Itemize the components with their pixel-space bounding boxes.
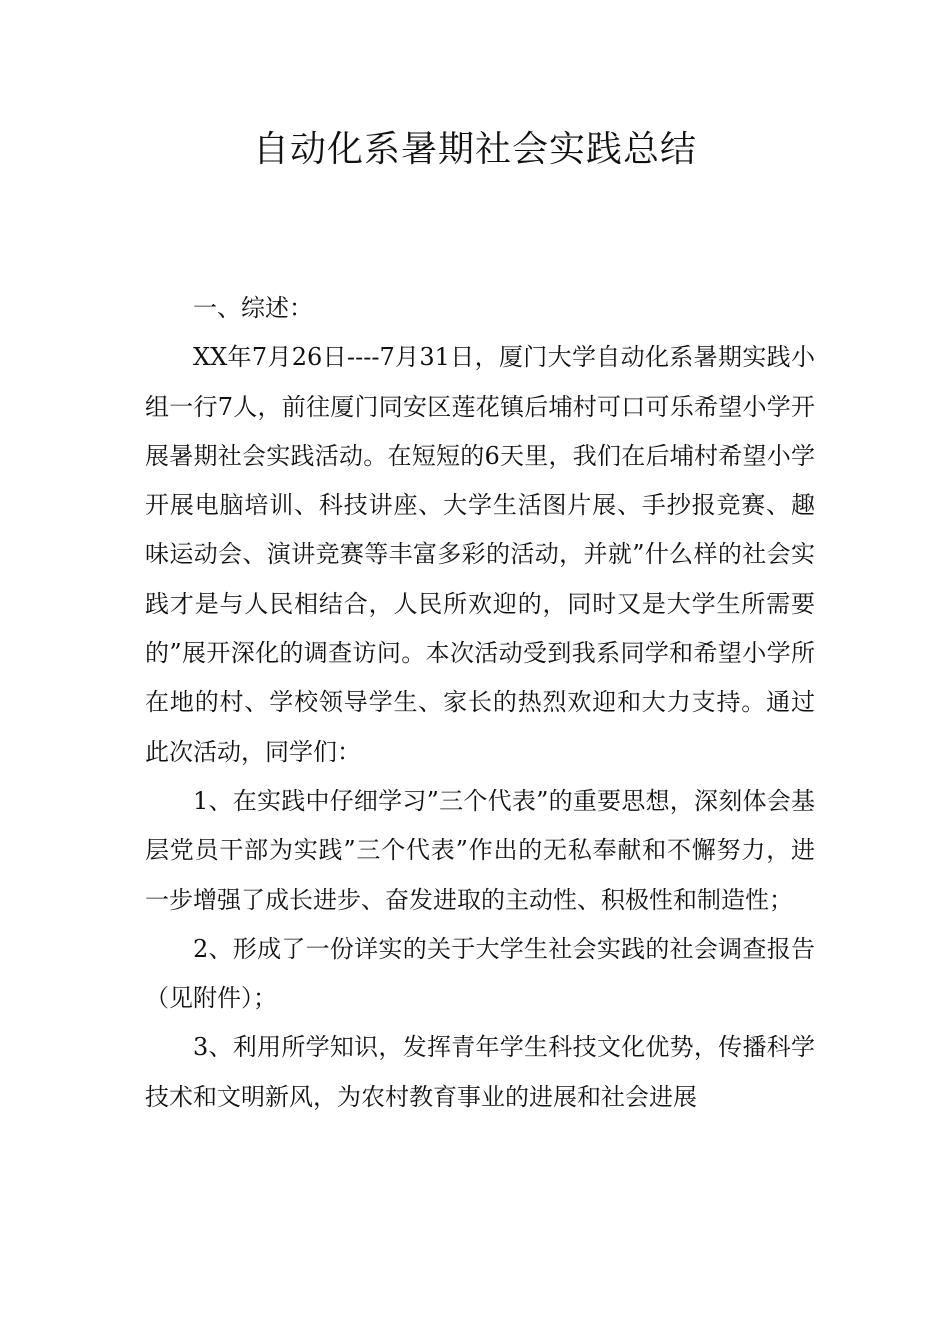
paragraph-point-3: 3、利用所学知识，发挥青年学生科技文化优势，传播科学技术和文明新风，为农村教育事业的进展和社会进展 [145,1033,815,1111]
paragraph-activity-summary: XX年7月26日----7月31日，厦门大学自动化系暑期实践小组一行7人，前往厦门同安区莲花镇后埔村可口可乐希望小学开展暑期社会实践活动。在短短的6天里，我们在后埔村希望小学开展电脑培训、科技讲座、大学生活图片展、手抄报竞赛、趣味运动会、演讲竞赛等丰富多彩的活动，并就”什么样的社会实践才是与人民相结合，人民所欢迎的，同时又是大学生所需要的”展开深化的调查访问。本次活动受到我系同学和希望小学所在地的村、学校领导学生、家长的热烈欢迎和大力支持。通过此次活动，同学们： [145,343,815,766]
paragraph-point-1: 1、在实践中仔细学习”三个代表”的重要思想，深刻体会基层党员干部为实践”三个代表”作出的无私奉献和不懈努力，进一步增强了成长进步、奋发进取的主动性、积极性和制造性； [145,786,815,914]
document-title: 自动化系暑期社会实践总结 [252,129,697,170]
section-heading-overview: 一、综述： [193,294,313,322]
paragraph-point-2: 2、形成了一份详实的关于大学生社会实践的社会调查报告（见附件）； [145,934,815,1013]
document-body [145,284,815,1122]
